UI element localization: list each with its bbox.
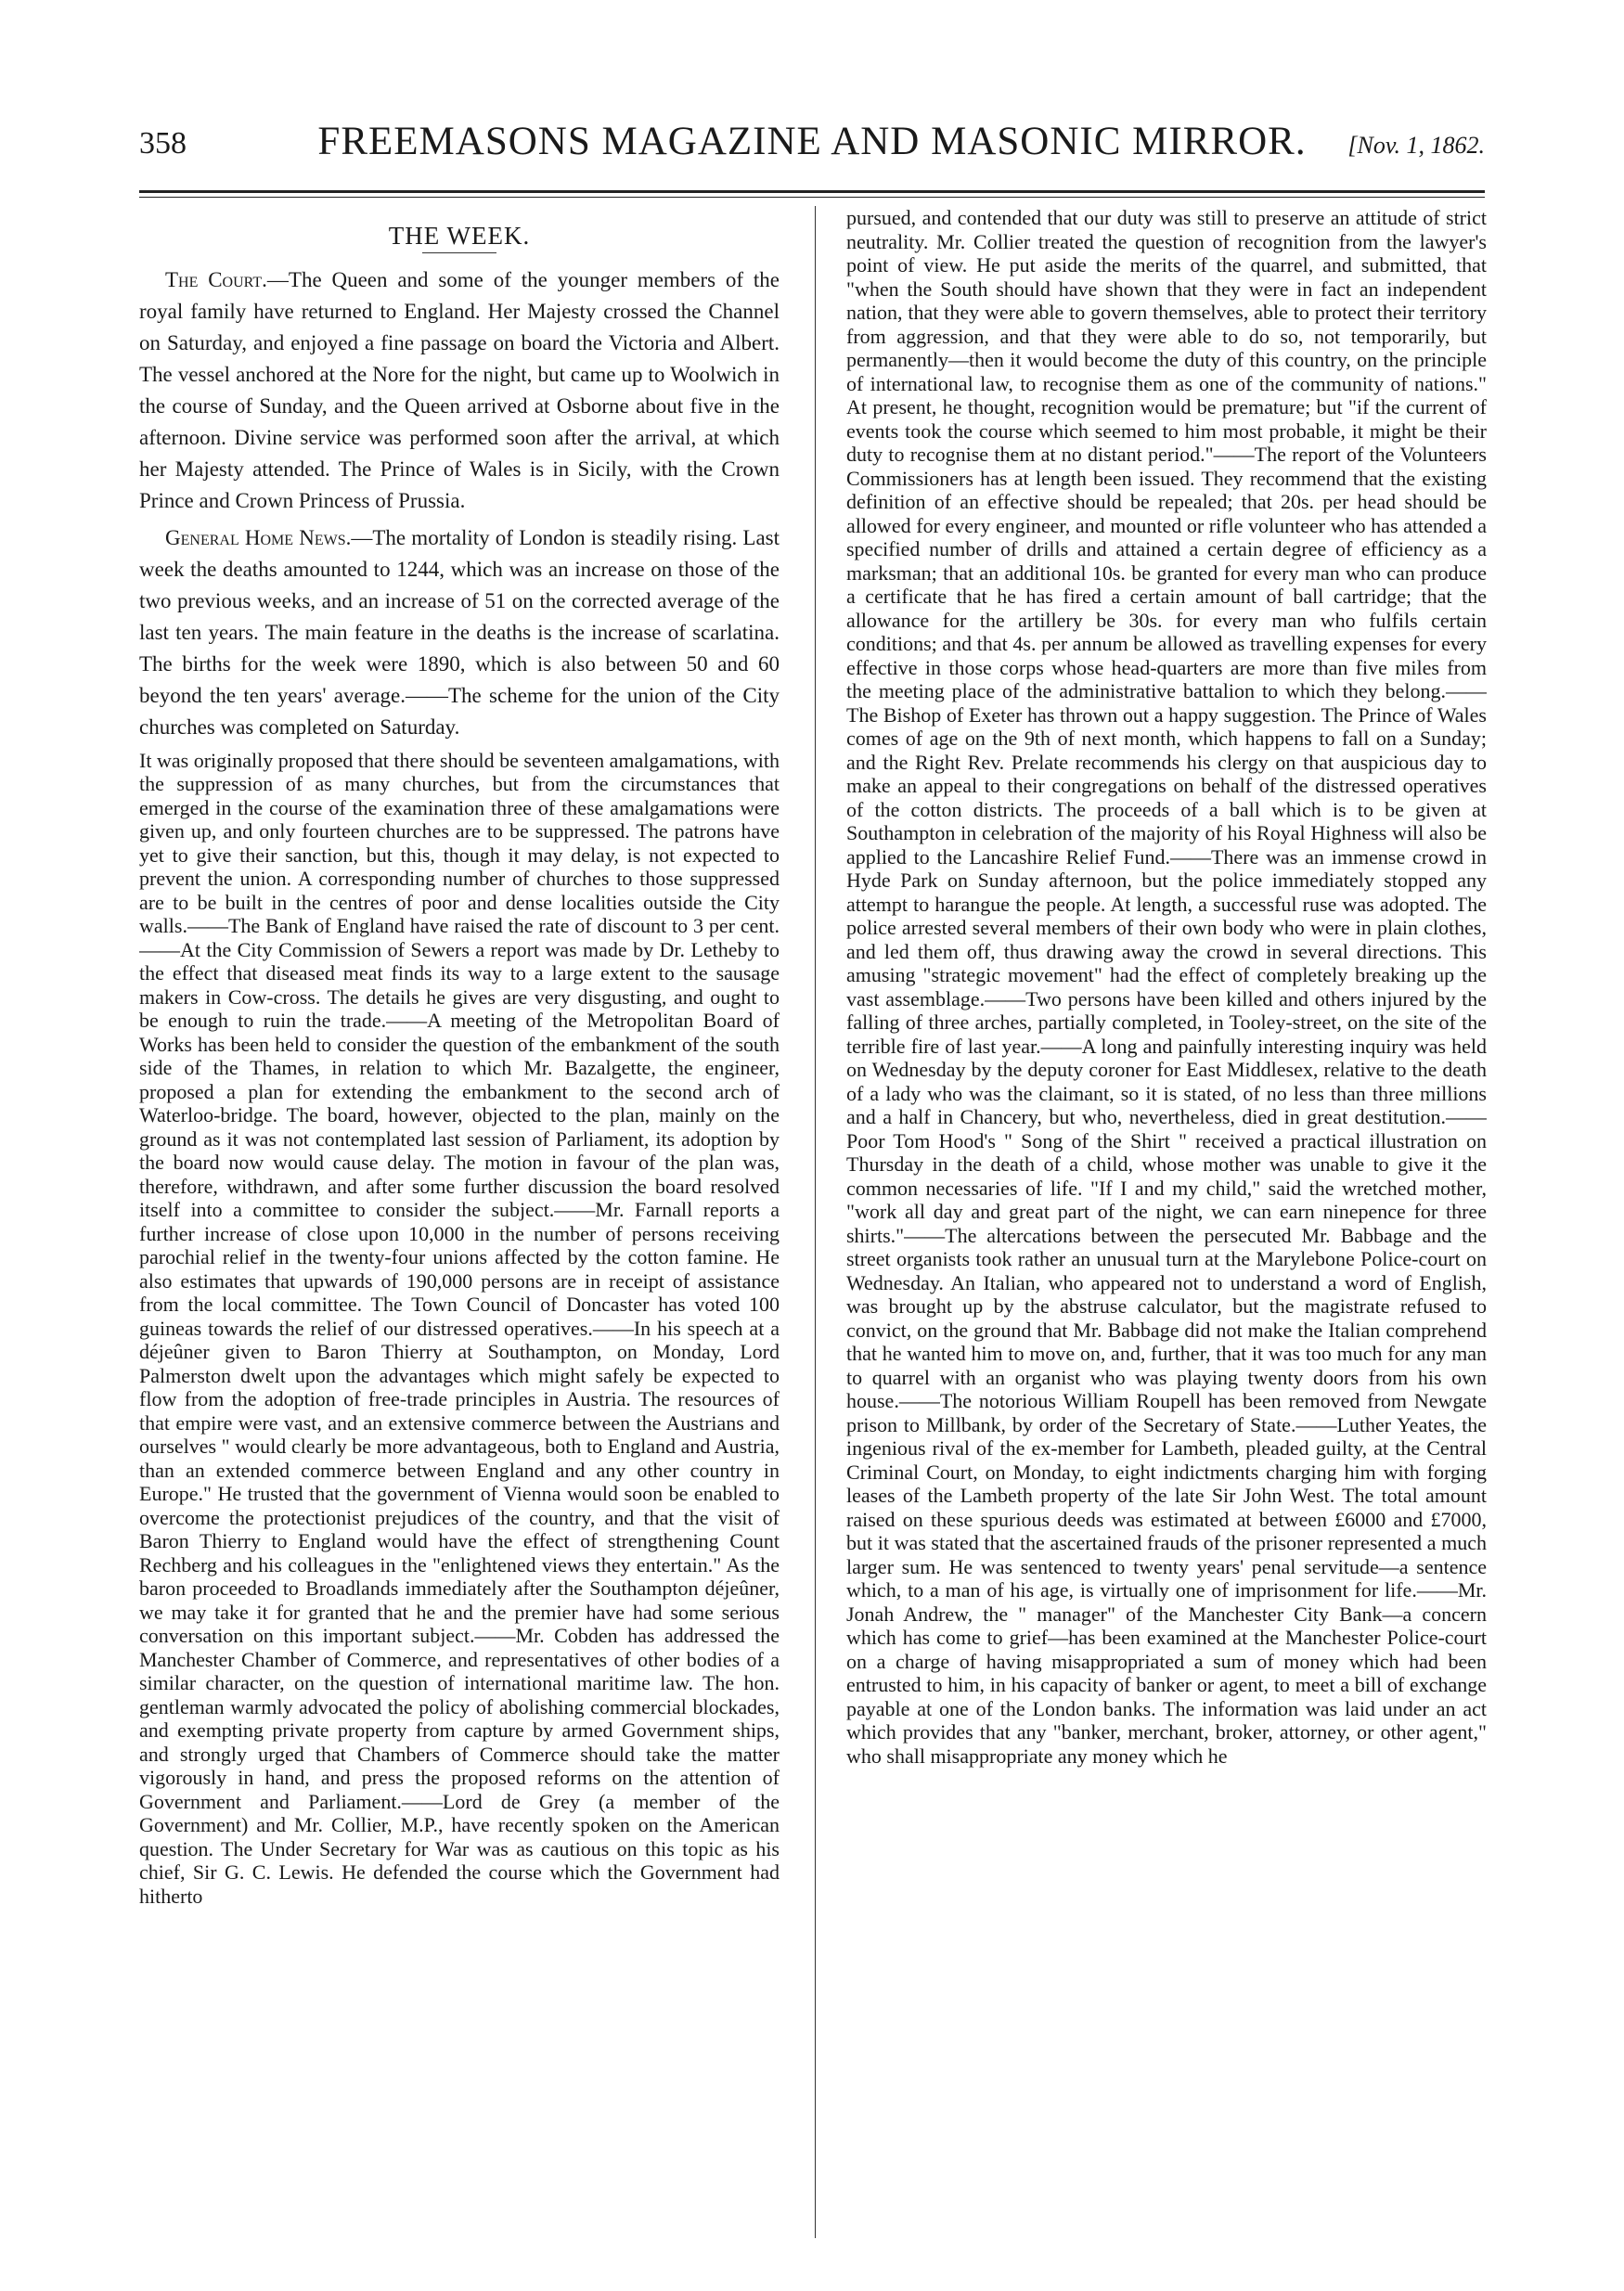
court-paragraph bbox=[139, 264, 780, 517]
masthead-title: FREEMASONS MAGAZINE AND MASONIC MIRROR. bbox=[317, 120, 1307, 163]
title-rule bbox=[422, 252, 496, 253]
right-column-text: pursued, and contended that our duty was still to preserve an attitude of strict neutrality. Mr. Collier treated the question of recognition from the lawyer's point of view. He put aside the merits of the quarrel, and submitted, that "when the South should have shown that they were in fact an independent nation, that they were able to govern themselves, able to protect their territory from aggression, and that they were able to do so, not temporarily, but permanently—then it would become the duty of this country, on the principle of international law, to recognise them as one of the community of nations." At present, he thought, recognition would be premature; but "if the current of events took the course which seemed to him most probable, it might be their duty to recognise them at no distant period."——The report of the Volunteers Commissioners has at length been issued. They recommend that the existing definition of an effective should be repealed; that 20s. per head should be allowed for every engineer, and mounted or rifle volunteer who has attended a specified number of drills and attained a certain degree of efficiency as a marksman; that an additional 10s. be granted for every man who can produce a certificate that he has fired a certain amount of ball cartridge; that the allowance for the artillery be 30s. for every man who fulfils certain conditions; and that 4s. per annum be allowed as travelling expenses for every effective in those corps whose head-quarters are more than five miles from the meeting place of the administrative battalion to which they belong.——The Bishop of Exeter has thrown out a happy suggestion. The Prince of Wales comes of age on the 9th of next month, which happens to fall on a Sunday; and the Right Rev. Prelate recommends his clergy on that auspicious day to make an appeal to their congregations on behalf of the distressed operatives of the cotton districts. The proceeds of a ball which is to be given at Southampton in celebration of the majority of his Royal Highness will also be applied to the Lancashire Relief Fund.——There was an immense crowd in Hyde Park on Sunday afternoon, but the police immediately stopped any attempt to harangue the people. At length, a successful ruse was adopted. The police arrested several members of their own body who were in plain clothes, and led them off, thus drawing away the crowd in several directions. This amusing "strategic movement" had the effect of completely breaking up the vast assemblage.——Two persons have been killed and others injured by the falling of three arches, partially completed, in Tooley-street, on the site of the terrible fire of last year.——A long and painfully interesting inquiry was held on Wednesday by the deputy coroner for East Middlesex, relative to the death of a lady who was the claimant, so it is stated, of no less than three millions and a half in Chancery, but who, nevertheless, died in great destitution.——Poor Tom Hood's " Song of the Shirt " received a practical illustration on Thursday in the death of a child, whose mother was unable to give it the common necessaries of life. "If I and my child," said the wretched mother, "work all day and great part of the night, we can earn ninepence for three shirts."——The altercations between the persecuted Mr. Babbage and the street organists took rather an unusual turn at the Marylebone Police-court on Wednesday. An Italian, who appeared not to understand a word of English, was brought up by the abstruse calculator, but the magistrate refused to convict, on the ground that Mr. Babbage did not make the Italian comprehend that he wanted him to move on, and, further, that it was too much for any man to quarrel with an organist who was playing twenty doors from his own house.——The notorious William Roupell has been removed from Newgate prison to Millbank, by order of the Secretary of State.——Luther Yeates, the ingenious rival of the ex-member for Lambeth, pleaded guilty, at the Central Criminal Court, on Monday, to eight indictments charging him with forging leases of the Lambeth property of the late Sir John West. The total amount raised on these spurious deeds was estimated at between £6000 and £7000, but it was stated that the ascertained frauds of the prisoner represented a much larger sum. He was sentenced to twenty years' penal servitude—a sentence which, to a man of his age, is virtually one of imprisonment for life.——Mr. Jonah Andrew, the " manager" of the Manchester City Bank—a concern which has come to grief—has been examined at the Manchester Police-court on a charge of having misappropriated a sum of money which had been entrusted to him, in his capacity of banker or agent, to meet a bill of exchange payable at one of the London banks. The information was laid under an act which provides that any "banker, merchant, broker, attorney, or other agent," who shall misappropriate any money which he bbox=[846, 206, 1487, 1768]
column-divider bbox=[815, 206, 816, 2238]
header-rule-thick bbox=[139, 190, 1485, 193]
right-column bbox=[846, 206, 1487, 2247]
general-news-continued: It was originally proposed that there should be seventeen amalgamations, with the suppression of as many churches, but from the circumstances that emerged in the course of the examination three of these amalgamations were given up, and only fourteen churches are to be suppressed. The patrons have yet to give their sanction, but this, though it may delay, is not expected to prevent the union. A corresponding number of churches to those suppressed are to be built in the centres of poor and dense localities outside the City walls.——The Bank of England have raised the rate of discount to 3 per cent.——At the City Commission of Sewers a report was made by Dr. Letheby to the effect that diseased meat finds its way to a large extent to the sausage makers in Cow-cross. The details he gives are very disgusting, and ought to be enough to ruin the trade.——A meeting of the Metropolitan Board of Works has been held to consider the question of the embankment of the south side of the Thames, in relation to which Mr. Bazalgette, the engineer, proposed a plan for extending the embankment to the second arch of Waterloo-bridge. The board, however, objected to the plan, mainly on the ground as it was not contemplated last session of Parliament, its adoption by the board now would cause delay. The motion in favour of the plan was, therefore, withdrawn, and after some further discussion the board resolved itself into a committee to consider the subject.——Mr. Farnall reports a further increase of close upon 10,000 in the number of persons receiving parochial relief in the twenty-four unions affected by the cotton famine. He also estimates that upwards of 190,000 persons are in receipt of assistance from the local committee. The Town Council of Doncaster has voted 100 guineas towards the relief of our distressed operatives.——In his speech at a déjeûner given to Baron Thierry at Southampton, on Monday, Lord Palmerston dwelt upon the advantages which might safely be expected to flow from the adoption of free-trade principles in Austria. The resources of that empire were vast, and an extensive commerce between the Austrians and ourselves " would clearly be more advantageous, both to England and Austria, than an extended commerce between England and any other country in Europe." He trusted that the government of Vienna would soon be enabled to overcome the protectionist prejudices of the country, and that the visit of Baron Thierry to England would have the effect of strengthening Count Rechberg and his colleagues in the "enlightened views they entertain." As the baron proceeded to Broadlands immediately after the Southampton déjeûner, we may take it for granted that he and the premier have had some serious conversation on this important subject.——Mr. Cobden has addressed the Manchester Chamber of Commerce, and representatives of other bodies of a similar character, on the question of international maritime law. The hon. gentleman warmly advocated the policy of abolishing commercial blockades, and exempting private property from capture by armed Government ships, and strongly urged that Chambers of Commerce should take the matter vigorously in hand, and press the proposed reforms on the attention of Government and Parliament.——Lord de Grey (a member of the Government) and Mr. Collier, M.P., have recently spoken on the American question. The Under Secretary for War was as cautious on this topic as his chief, Sir G. C. Lewis. He defended the course which the Government had hitherto bbox=[139, 748, 780, 1908]
page-header bbox=[139, 119, 1485, 184]
section-title: THE WEEK. bbox=[388, 222, 531, 250]
court-text: —The Queen and some of the younger members of the royal family have returned to England. Her Majesty crossed the Channel on Saturday, and enjoyed a fine passage on board the Victoria and Albert. The vessel anchored at the Nore for the night, but came up to Woolwich in the course of Sunday, and the Queen arrived at Osborne about five in the afternoon. Divine service was performed soon after the arrival, at which her Majesty attended. The Prince of Wales is in Sicily, with the Crown Prince and Crown Princess of Prussia. bbox=[139, 267, 780, 512]
general-text-big: —The mortality of London is steadily rising. Last week the deaths amounted to 1244, which was an increase on those of the two previous weeks, and an increase of 51 on the corrected average of the last ten years. The main feature in the deaths is the increase of scarlatina. The births for the week were 1890, which is also between 50 and 60 beyond the ten years' average.——The scheme for the union of the City churches was completed on Saturday. bbox=[139, 525, 780, 739]
general-lead: General Home News. bbox=[165, 525, 352, 549]
court-lead: The Court. bbox=[165, 267, 267, 291]
issue-date: [Nov. 1, 1862. bbox=[1347, 132, 1485, 159]
page-number: 358 bbox=[139, 126, 187, 161]
general-news-paragraph bbox=[139, 522, 780, 743]
header-rule-thin bbox=[139, 197, 1485, 198]
left-column bbox=[139, 206, 780, 2247]
